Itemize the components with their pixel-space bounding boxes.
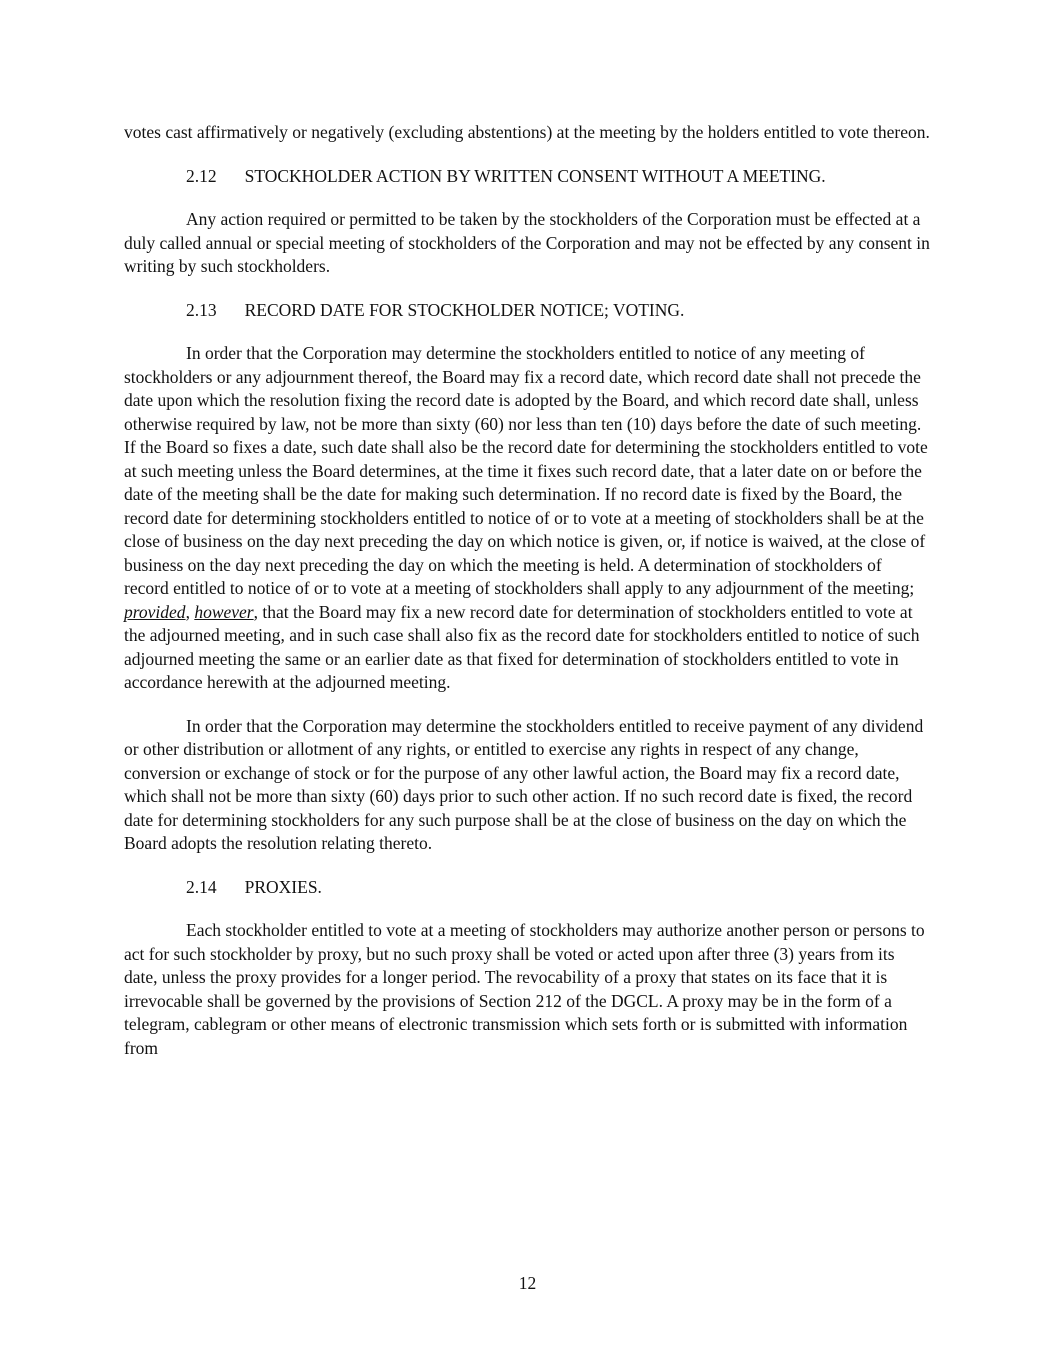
page-number: 12: [518, 1273, 537, 1293]
section-heading-2-12: [124, 165, 930, 189]
section-number: 2.13: [186, 299, 217, 320]
section-2-12-paragraph: Any action required or permitted to be taken by the stockholders of the Corporation must be effected at a duly called annual or special meeting of stockholders of the Corporation and may not be effected by any consent in writing by such stockholders.: [124, 209, 930, 276]
section-title: STOCKHOLDER ACTION BY WRITTEN CONSENT WITHOUT A MEETING.: [244, 165, 826, 186]
paragraph-text: ,: [185, 601, 195, 622]
section-2-14-paragraph: Each stockholder entitled to vote at a meeting of stockholders may authorize another person or persons to act for such stockholder by proxy, but no such proxy shall be voted or acted upon after three (3) years from its date, unless the proxy provides for a longer period. The revocability of a proxy that states on its face that it is irrevocable shall be governed by the provisions of Section 212 of the DGCL. A proxy may be in the form of a telegram, cablegram or other means of electronic transmission which sets forth or is submitted with information from: [124, 920, 925, 1058]
section-2-13-paragraph-2: In order that the Corporation may determine the stockholders entitled to receive payment of any dividend or other distribution or allotment of any rights, or entitled to exercise any rights in respect of any change, conversion or exchange of stock or for the purpose of any other lawful action, the Board may fix a record date, which shall not be more than sixty (60) days prior to such other action. If no such record date is fixed, the record date for determining stockholders for any such purpose shall be at the close of business on the day on which the Board adopts the resolution relating thereto.: [124, 715, 924, 853]
provided-term: provided: [124, 601, 186, 622]
paragraph-text: , that the Board may fix a new record date for determination of stockholders entitled to vote at the adjourned meeting, and in such case shall also fix as the record date for stockholders entitled to notice of such adjourned meeting the same or an earlier date as that fixed for determination of stockholders entitled to vote in accordance herewith at the adjourned meeting.: [124, 601, 920, 692]
section-heading-2-14: [124, 876, 930, 900]
however-term: however: [194, 601, 254, 622]
section-title: PROXIES.: [244, 876, 322, 897]
section-number: 2.14: [186, 876, 217, 897]
section-number: 2.12: [186, 165, 217, 186]
section-title: RECORD DATE FOR STOCKHOLDER NOTICE; VOTING.: [244, 299, 685, 320]
section-heading-2-13: [124, 299, 930, 323]
section-2-13-paragraph-1: [124, 342, 930, 695]
paragraph-text: In order that the Corporation may determine the stockholders entitled to notice of any meeting of stockholders or any adjournment thereof, the Board may fix a record date, which record date shall not precede the date upon which the resolution fixing the record date is adopted by the Board, and which record date shall, unless otherwise required by law, not be more than sixty (60) nor less than ten (10) days before the date of such meeting. If the Board so fixes a date, such date shall also be the record date for determining the stockholders entitled to vote at such meeting unless the Board determines, at the time it fixes such record date, that a later date on or before the date of the meeting shall be the date for making such determination. If no record date is fixed by the Board, the record date for determining stockholders entitled to notice of or to vote at a meeting of stockholders shall be at the close of business on the day next preceding the day on which notice is given, or, if notice is waived, at the close of business on the day next preceding the day on which the meeting is held. A determination of stockholders of record entitled to notice of or to vote at a meeting of stockholders shall apply to any adjournment of the meeting;: [124, 343, 928, 598]
continuation-paragraph: votes cast affirmatively or negatively (excluding abstentions) at the meeting by the holders entitled to vote thereon.: [124, 122, 930, 142]
